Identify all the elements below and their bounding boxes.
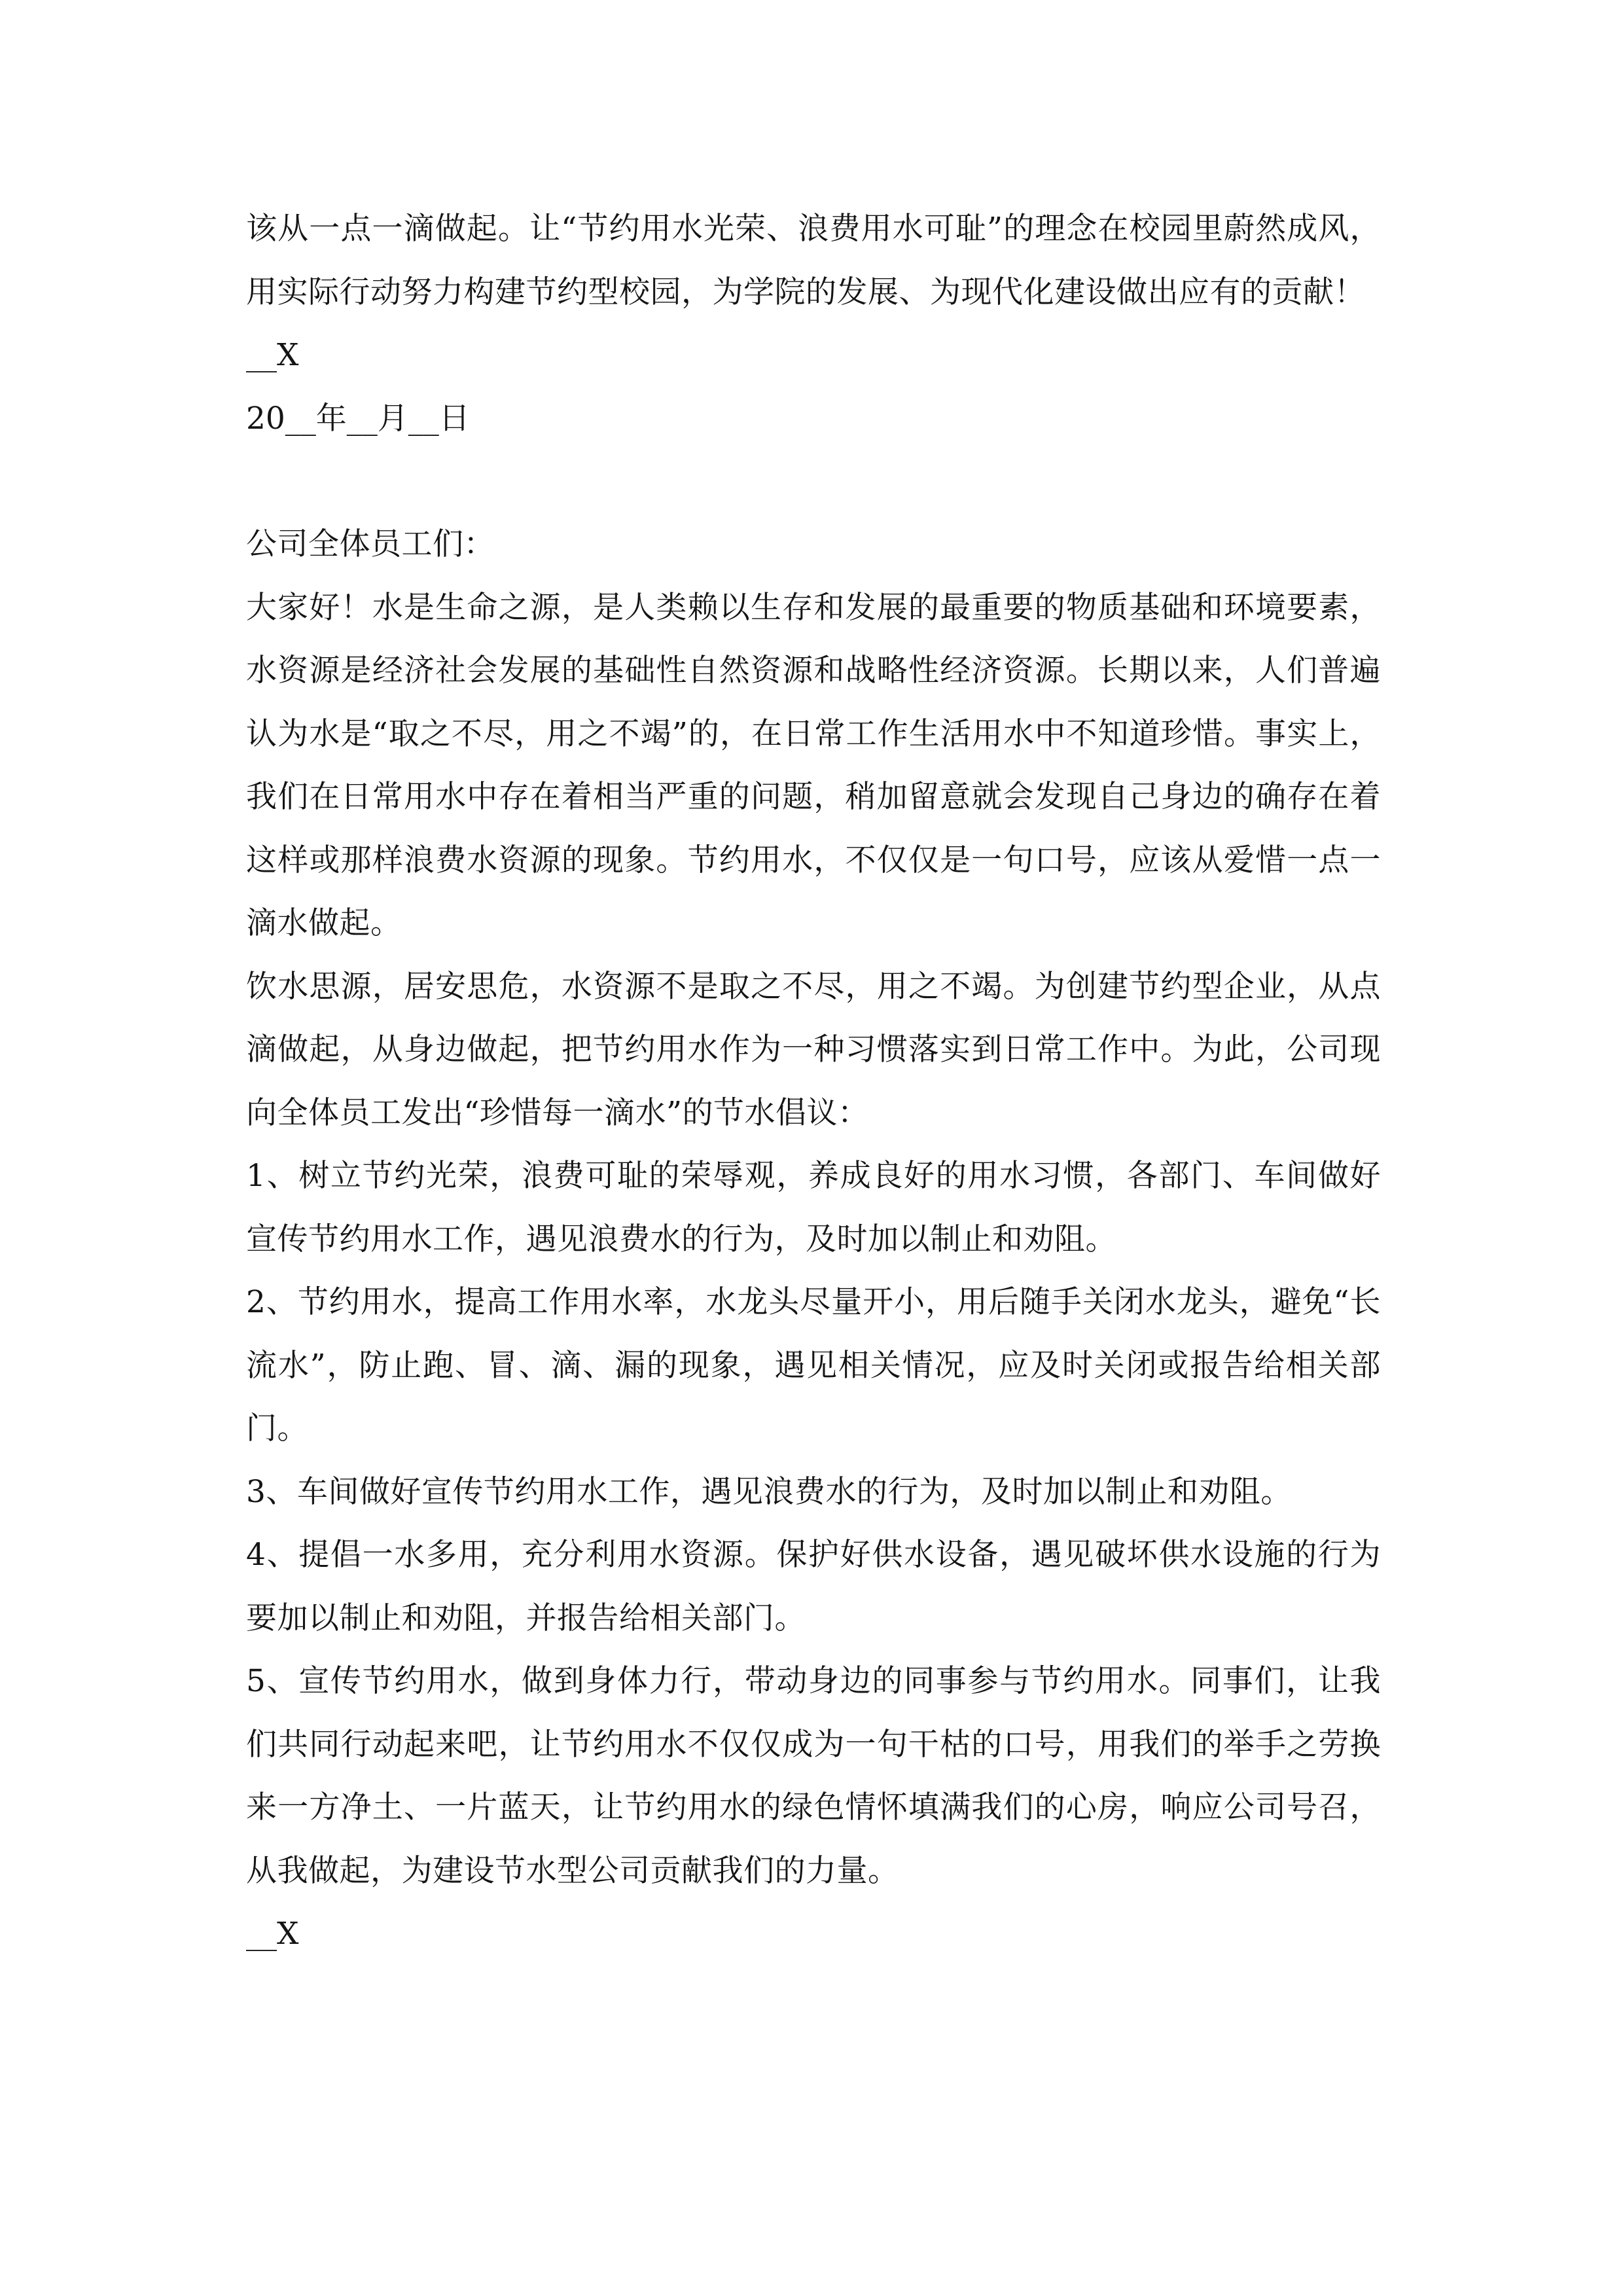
section-spacer [246,450,1381,513]
proposal-item-3: 3、车间做好宣传节约用水工作，遇见浪费水的行为，及时加以制止和劝阻。 [246,1473,1292,1510]
proposal-item-4: 4、提倡一水多用，充分利用水资源。保护好供水设备，遇见破坏供水设施的行为要加以制止和劝阻，并报告给相关部门。 [246,1537,1381,1636]
date-line: 20__年__月__日 [246,400,470,437]
document-body [246,198,1381,1966]
proposal-item-1: 1、树立节约光荣，浪费可耻的荣辱观，养成良好的用水习惯，各部门、车间做好宣传节约用水工作，遇见浪费水的行为，及时加以制止和劝阻。 [246,1158,1381,1257]
call-paragraph: 饮水思源，居安思危，水资源不是取之不尽，用之不竭。为创建节约型企业，从点滴做起，从身边做起，把节约用水作为一种习惯落实到日常工作中。为此，公司现向全体员工发出“珍惜每一滴水”的节水倡议： [246,968,1381,1131]
proposal-item-5: 5、宣传节约用水，做到身体力行，带动身边的同事参与节约用水。同事们，让我们共同行动起来吧，让节约用水不仅仅成为一句干枯的口号，用我们的举手之劳换来一方净土、一片蓝天，让节约用水的绿色情怀填满我们的心房，响应公司号召，从我做起，为建设节水型公司贡献我们的力量。 [246,1663,1381,1889]
salutation: 公司全体员工们： [246,526,495,562]
signature: __X [246,1916,299,1952]
intro-paragraph: 大家好！水是生命之源，是人类赖以生存和发展的最重要的物质基础和环境要素，水资源是经济社会发展的基础性自然资源和战略性经济资源。长期以来，人们普遍认为水是“取之不尽，用之不竭”的，在日常工作生活用水中不知道珍惜。事实上，我们在日常用水中存在着相当严重的问题，稍加留意就会发现自己身边的确存在着这样或那样浪费水资源的现象。节约用水，不仅仅是一句口号，应该从爱惜一点一滴水做起。 [246,589,1381,941]
signature: __X [246,337,299,373]
proposal-item-2: 2、节约用水，提高工作用水率，水龙头尽量开小，用后随手关闭水龙头，避免“长流水”，防止跑、冒、滴、漏的现象，遇见相关情况，应及时关闭或报告给相关部门。 [246,1284,1381,1446]
closing-paragraph: 该从一点一滴做起。让“节约用水光荣、浪费用水可耻”的理念在校园里蔚然成风，用实际行动努力构建节约型校园，为学院的发展、为现代化建设做出应有的贡献！ [246,211,1381,310]
